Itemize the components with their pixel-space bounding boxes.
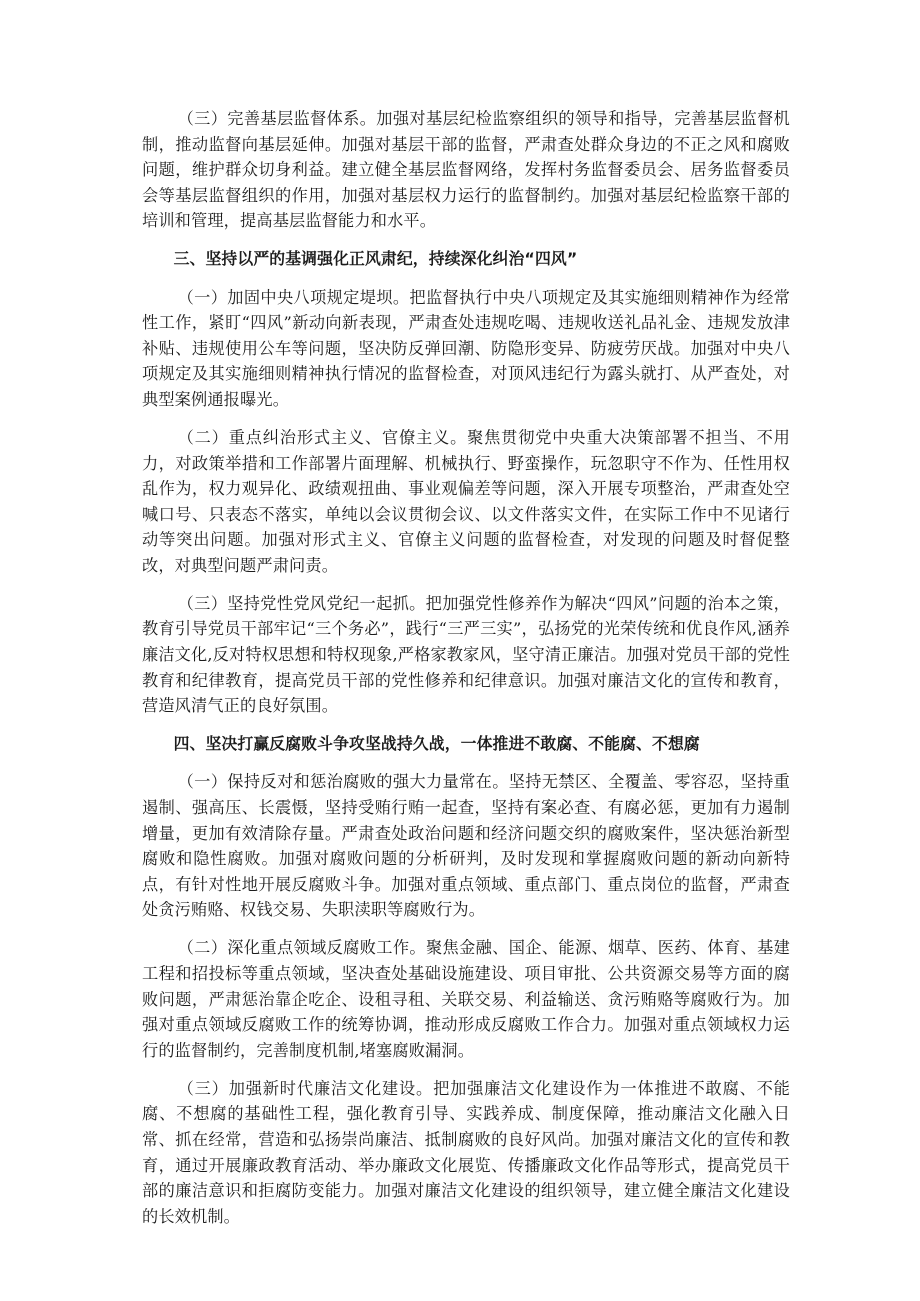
paragraph-anti-corruption-force: （一）保持反对和惩治腐败的强大力量常在。坚持无禁区、全覆盖、零容忍，坚持重遏制、强高压、长震慑，坚持受贿行贿一起查，坚持有案必查、有腐必惩，更加有力遏制增量，更加有效清除存量。严肃查处政治问题和经济问题交织的腐败案件，坚决惩治新型腐败和隐性腐败。加强对腐败问题的分析研判，及时发现和掌握腐败问题的新动向新特点，有针对性地开展反腐败斗争。加强对重点领域、重点部门、重点岗位的监督，严肃查处贪污贿赂、权钱交易、失职渎职等腐败行为。: [142, 772, 790, 920]
paragraph-party-spirit: （三）坚持党性党风党纪一起抓。把加强党性修养作为解决“四风”问题的治本之策，教育引导党员干部牢记“三个务必”，践行“三严三实”，弘扬党的光荣传统和优良作风,涵养廉洁文化,反对特权思想和特权现象,严格家教家风，坚守清正廉洁。加强对党员干部的党性教育和纪律教育，提高党员干部的党性修养和纪律意识。加强对廉洁文化的宣传和教育，营造风清气正的良好氛围。: [142, 593, 790, 716]
paragraph-basic-supervision: （三）完善基层监督体系。加强对基层纪检监察组织的领导和指导，完善基层监督机制，推动监督向基层延伸。加强对基层干部的监督，严肃查处群众身边的不正之风和腐败问题，维护群众切身利益。建立健全基层监督网络，发挥村务监督委员会、居务监督委员会等基层监督组织的作用，加强对基层权力运行的监督制约。加强对基层纪检监察干部的培训和管理，提高基层监督能力和水平。: [142, 109, 790, 231]
paragraph-integrity-culture: （三）加强新时代廉洁文化建设。把加强廉洁文化建设作为一体推进不敢腐、不能腐、不想腐的基础性工程，强化教育引导、实践养成、制度保障，推动廉洁文化融入日常、抓在经常，营造和弘扬崇尚廉洁、抵制腐败的良好风尚。加强对廉洁文化的宣传和教育，通过开展廉政教育活动、举办廉政文化展览、传播廉政文化作品等形式，提高党员干部的廉洁意识和拒腐防变能力。加强对廉洁文化建设的组织领导，建立健全廉洁文化建设的长效机制。: [142, 1078, 790, 1226]
section-heading-four: 四、坚决打赢反腐败斗争攻坚战持久战，一体推进不敢腐、不能腐、不想腐: [173, 734, 700, 754]
section-heading-three: 三、坚持以严的基调强化正风肃纪，持续深化纠治“四风”: [173, 249, 578, 269]
paragraph-formalism: （二）重点纠治形式主义、官僚主义。聚焦贯彻党中央重大决策部署不担当、不用力，对政策举措和工作部署片面理解、机械执行、野蛮操作，玩忽职守不作为、任性用权乱作为，权力观异化、政绩观扭曲、事业观偏差等问题，深入开展专项整治，严肃查处空喊口号、只表态不落实，单纯以会议贯彻会议、以文件落实文件，在实际工作中不见诸行动等突出问题。加强对形式主义、官僚主义问题的监督检查，对发现的问题及时督促整改，对典型问题严肃问责。: [142, 427, 790, 575]
paragraph-eight-rules: （一）加固中央八项规定堤坝。把监督执行中央八项规定及其实施细则精神作为经常性工作，紧盯“四风”新动向新表现，严肃查处违规吃喝、违规收送礼品礼金、违规发放津补贴、违规使用公车等问题，坚决防反弹回潮、防隐形变异、防疲劳厌战。加强对中央八项规定及其实施细则精神执行情况的监督检查，对顶风违纪行为露头就打、从严查处，对典型案例通报曝光。: [142, 287, 790, 409]
document-body: [142, 106, 790, 1242]
paragraph-key-fields: （二）深化重点领域反腐败工作。聚焦金融、国企、能源、烟草、医药、体育、基建工程和招投标等重点领域，坚决查处基础设施建设、项目审批、公共资源交易等方面的腐败问题，严肃惩治靠企吃企、设租寻租、关联交易、利益输送、贪污贿赂等腐败行为。加强对重点领域反腐败工作的统筹协调，推动形成反腐败工作合力。加强对重点领域权力运行的监督制约，完善制度机制,堵塞腐败漏洞。: [142, 938, 790, 1060]
